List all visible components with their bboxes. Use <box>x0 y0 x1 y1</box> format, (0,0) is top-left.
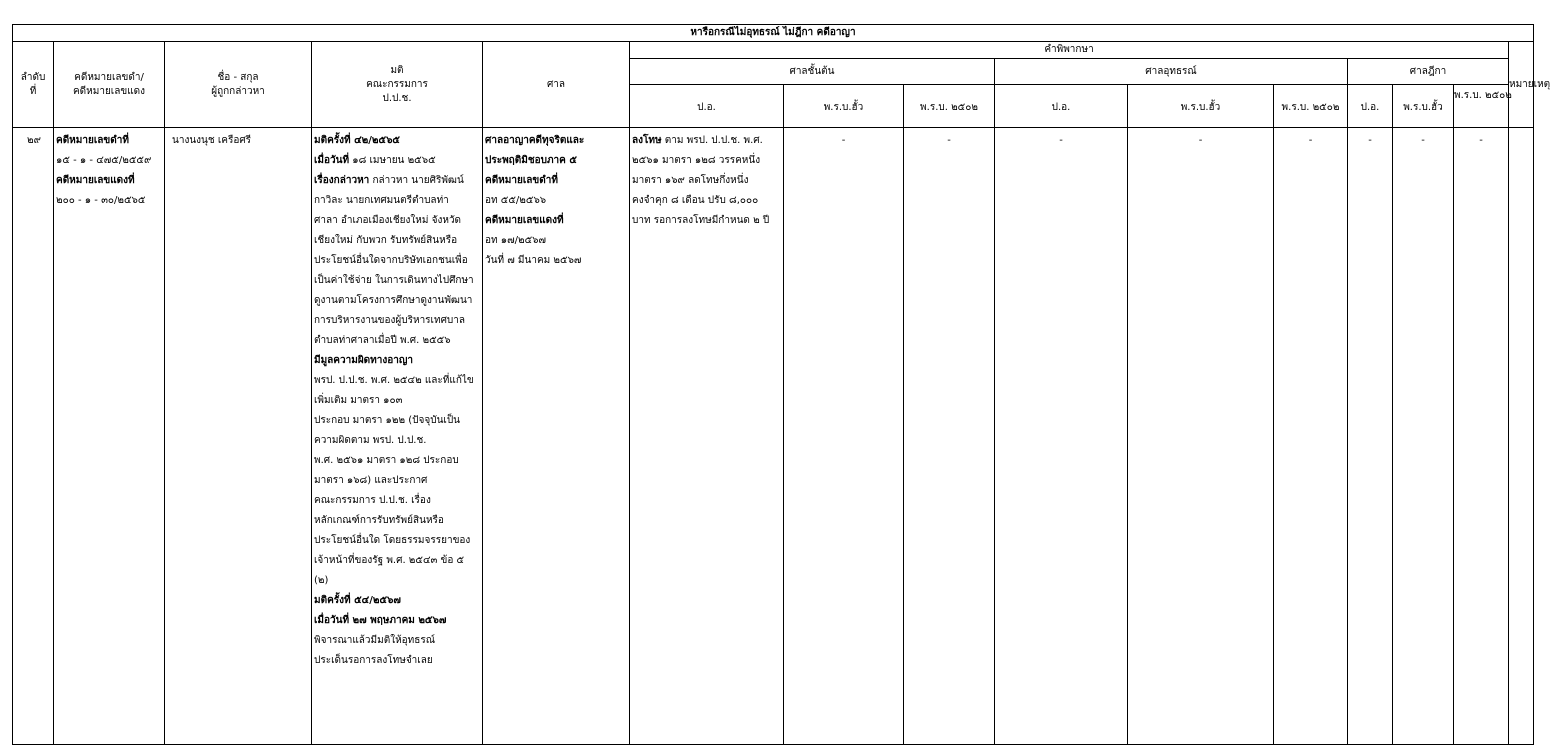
header-supreme-po: ป.อ. <box>1348 85 1393 128</box>
text-line: ประโยชน์อื่นใด โดยธรรมจรรยาของ <box>314 535 471 546</box>
header-court-first: ศาลชั้นต้น <box>630 59 995 85</box>
header-appeal-po: ป.อ. <box>995 85 1128 128</box>
text-line: เป็นค่าใช้จ่าย ในการเดินทางไปศึกษา <box>314 275 474 286</box>
row-appeal-2502: - <box>1274 128 1348 745</box>
row-appeal-po: - <box>995 128 1128 745</box>
header-case-no: คดีหมายเลขดำ/ คดีหมายเลขแดง <box>54 42 165 128</box>
row-supreme-2502: - <box>1454 128 1509 745</box>
header-supreme-2502: พ.ร.บ. ๒๕๐๒ <box>1454 85 1509 128</box>
text-line: ดูงานตามโครงการศึกษาดูงานพัฒนา <box>314 295 473 306</box>
table-title: หารือกรณีไม่อุทธรณ์ ไม่ฎีกา คดีอาญา <box>13 25 1534 42</box>
text-line: เจ้าหน้าที่ของรัฐ พ.ศ. ๒๕๔๓ ข้อ ๕ <box>314 555 465 566</box>
text-line: เมื่อวันที่ ๑๘ เมษายน ๒๕๖๕ <box>314 155 436 166</box>
text-line: มาตรา ๑๖๘) และประกาศ <box>314 475 428 486</box>
header-appeal-2502: พ.ร.บ. ๒๕๐๒ <box>1274 85 1348 128</box>
text-line: ประโยชน์อื่นใดจากบริษัทเอกชนเพื่อ <box>314 255 468 266</box>
text-line: อท ๑๗/๒๕๖๗ <box>485 235 547 246</box>
text-line: พ.ศ. ๒๕๖๑ มาตรา ๑๒๘ ประกอบ <box>314 455 459 466</box>
text-line: ความผิดตาม พรป. ป.ป.ช. <box>314 435 427 446</box>
text-line: ตำบลท่าศาลาเมื่อปี พ.ศ. ๒๕๕๖ <box>314 335 451 346</box>
text-line: วันที่ ๗ มีนาคม ๒๕๖๗ <box>485 255 582 266</box>
text-line: ประพฤติมิชอบภาค ๕ <box>485 155 577 166</box>
row-order: ๒๙ <box>13 128 54 745</box>
header-supreme-hua: พ.ร.บ.ฮั้ว <box>1393 85 1454 128</box>
row-name: นางนงนุช เครือศรี <box>165 128 312 745</box>
text-line: มติครั้งที่ ๕๔/๒๕๖๗ <box>314 595 401 606</box>
row-appeal-hua: - <box>1128 128 1274 745</box>
text-line: คดีหมายเลขดำที่ <box>485 175 558 186</box>
text-line: เพิ่มเติม มาตรา ๑๐๓ <box>314 395 403 406</box>
text-line: มีมูลความผิดทางอาญา <box>314 355 414 366</box>
row-first-po: ลงโทษ ตาม พรป. ป.ป.ช. พ.ศ. ๒๕๖๑ มาตรา ๑๒๘ วรรคหนึ่ง มาตรา ๑๖๙ ลดโทษกึ่งหนึ่ง คงจำคุก ๘ เดือน ปรับ ๘,๐๐๐ บาท รอการลงโทษมีกำหนด ๒ ปี <box>630 128 784 745</box>
row-first-2502: - <box>904 128 995 745</box>
header-order: ลำดับ ที่ <box>13 42 54 128</box>
text-line: เมื่อวันที่ ๒๗ พฤษภาคม ๒๕๖๗ <box>314 615 447 626</box>
text-line: หลักเกณฑ์การรับทรัพย์สินหรือ <box>314 515 444 526</box>
text-line: พรป. ป.ป.ช. พ.ศ. ๒๕๔๒ และที่แก้ไข <box>314 375 474 386</box>
text-line: พิจารณาแล้วมีมติให้อุทธรณ์ <box>314 635 436 646</box>
row-case-no: คดีหมายเลขดำที่ ๑๕ - ๑ - ๔๗๕/๒๕๕๙ คดีหมายเลขแดงที่ ๒๐๐ - ๑ - ๓๐/๒๕๖๕ <box>54 128 165 745</box>
text-line: คดีหมายเลขแดงที่ <box>485 215 564 226</box>
text-line: ศาลา อำเภอเมืองเชียงใหม่ จังหวัด <box>314 215 462 226</box>
header-appeal-hua: พ.ร.บ.ฮั้ว <box>1128 85 1274 128</box>
header-court-appeal: ศาลอุทธรณ์ <box>995 59 1348 85</box>
row-remark <box>1509 128 1534 745</box>
text-line: การบริหารงานของผู้บริหารเทศบาล <box>314 315 466 326</box>
header-first-2502: พ.ร.บ. ๒๕๐๒ <box>904 85 995 128</box>
text-line: กาวิละ นายกเทศมนตรีตำบลท่า <box>314 195 449 206</box>
header-name: ชื่อ - สกุล ผู้ถูกกล่าวหา <box>165 42 312 128</box>
header-remark: หมายเหตุ <box>1509 42 1534 128</box>
text-line: คณะกรรมการ ป.ป.ช. เรื่อง <box>314 495 431 506</box>
header-judgment: คำพิพากษา <box>630 42 1509 59</box>
header-first-po: ป.อ. <box>630 85 784 128</box>
text-line: ประกอบ มาตรา ๑๒๒ (ปัจจุบันเป็น <box>314 415 461 426</box>
row-supreme-hua: - <box>1393 128 1454 745</box>
header-court: ศาล <box>483 42 630 128</box>
row-court <box>483 128 630 745</box>
row-first-hua: - <box>784 128 904 745</box>
text-line: (๒) <box>314 575 329 586</box>
row-supreme-po: - <box>1348 128 1393 745</box>
header-resolution: มติ คณะกรรมการ ป.ป.ช. <box>312 42 483 128</box>
row-resolution <box>312 128 483 745</box>
header-court-supreme: ศาลฎีกา <box>1348 59 1509 85</box>
header-first-hua: พ.ร.บ.ฮั้ว <box>784 85 904 128</box>
text-line: เชียงใหม่ กับพวก รับทรัพย์สินหรือ <box>314 235 458 246</box>
text-line: ศาลอาญาคดีทุจริตและ <box>485 135 585 146</box>
text-line: เรื่องกล่าวหา กล่าวหา นายศิริพัฒน์ <box>314 175 464 186</box>
case-table <box>12 24 1550 745</box>
text-line: มติครั้งที่ ๔๒/๒๕๖๕ <box>314 135 400 146</box>
text-line: ประเด็นรอการลงโทษจำเลย <box>314 655 433 666</box>
text-line: อท ๕๕/๒๕๖๖ <box>485 195 547 206</box>
